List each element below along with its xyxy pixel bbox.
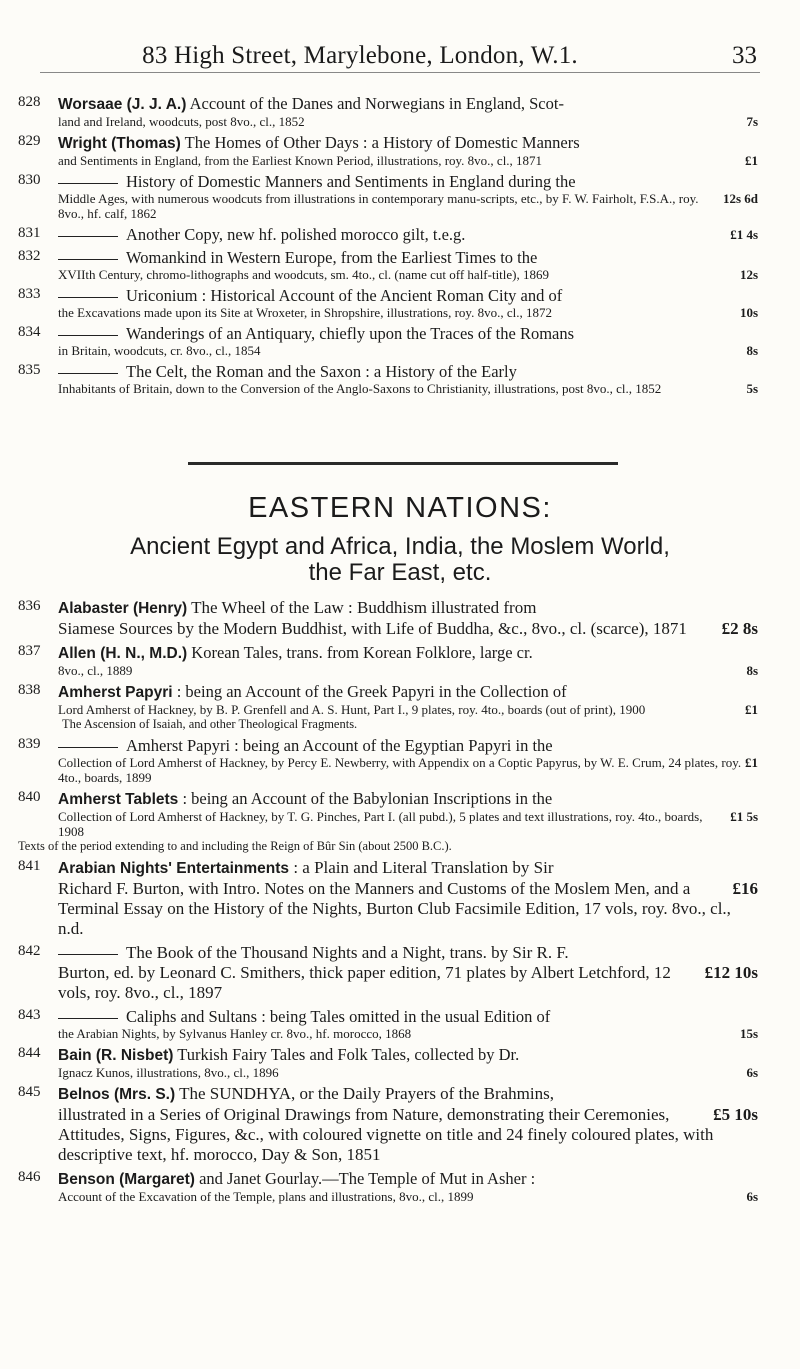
entry-title: The Wheel of the Law : Buddhism illustrated from	[191, 598, 537, 617]
entry-first-line	[58, 1045, 758, 1065]
entry-details-text: land and Ireland, woodcuts, post 8vo., cl., 1852	[58, 114, 305, 129]
entry-title: Another Copy, new hf. polished morocco gilt, t.e.g.	[126, 225, 466, 244]
entry-title: The Book of the Thousand Nights and a Night, trans. by Sir R. F.	[126, 943, 569, 962]
entry-number: 844	[18, 1045, 41, 1061]
entry-price: £2 8s	[721, 619, 758, 638]
entry-details-text: in Britain, woodcuts, cr. 8vo., cl., 1854	[58, 343, 261, 358]
section-divider	[188, 462, 618, 465]
entry-details	[58, 381, 758, 396]
entry-price: £1	[745, 153, 758, 168]
ditto-dash	[58, 183, 118, 184]
entry-author: Amherst Tablets	[58, 791, 179, 808]
entry-note: The Ascension of Isaiah, and other Theological Fragments.	[62, 717, 358, 731]
entry-price: £1 4s	[730, 227, 758, 242]
entry-number: 846	[18, 1169, 41, 1185]
entry-details-text: Collection of Lord Amherst of Hackney, by Percy E. Newberry, with Appendix on a Coptic Papyrus, by W. E. Crum, 24 plates, roy. 4to., boards, 1899	[58, 755, 742, 785]
section-subtitle-line1: Ancient Egypt and Africa, India, the Moslem World,	[130, 533, 670, 560]
catalogue-entry	[0, 324, 800, 358]
entry-author: Arabian Nights' Entertainments	[58, 860, 290, 877]
entry-first-line	[58, 324, 758, 343]
entry-note: Texts of the period extending to and including the Reign of Bûr Sin (about 2500 B.C.).	[18, 839, 452, 853]
entry-details-text: Siamese Sources by the Modern Buddhist, with Life of Buddha, &c., 8vo., cl. (scarce), 1871	[58, 619, 687, 638]
catalogue-entry	[0, 225, 800, 244]
section-subtitle-line2: the Far East, etc.	[308, 559, 492, 586]
entry-title: Amherst Papyri : being an Account of the Egyptian Papyri in the	[126, 736, 553, 755]
entry-first-line	[58, 1169, 758, 1189]
entry-price: 6s	[746, 1065, 758, 1080]
entry-title: : being an Account of the Greek Papyri in the Collection of	[176, 682, 567, 701]
entry-number: 833	[18, 286, 41, 302]
catalogue-entry	[0, 286, 800, 320]
entry-details	[58, 343, 758, 358]
entry-details	[58, 663, 758, 678]
page-header	[0, 0, 800, 75]
page-header-title: 83 High Street, Marylebone, London, W.1.	[142, 42, 578, 69]
entry-details	[58, 305, 758, 320]
entry-price: 6s	[746, 1189, 758, 1204]
catalogue-entry	[0, 1169, 800, 1204]
ditto-dash	[58, 236, 118, 237]
entry-title: Turkish Fairy Tales and Folk Tales, collected by Dr.	[177, 1045, 520, 1064]
entry-number: 828	[18, 94, 41, 110]
entry-price: £16	[732, 879, 758, 898]
entry-details-text: Inhabitants of Britain, down to the Conversion of the Anglo-Saxons to Christianity, illustrations, post 8vo., cl., 1852	[58, 381, 662, 396]
entry-author: Allen (H. N., M.D.)	[58, 645, 188, 662]
entry-details-text: Account of the Excavation of the Temple, plans and illustrations, 8vo., cl., 1899	[58, 1189, 474, 1204]
entry-number: 835	[18, 362, 41, 378]
entry-details	[58, 755, 758, 785]
entry-number: 841	[18, 858, 41, 874]
catalogue-entry	[0, 598, 800, 639]
entry-number: 831	[18, 225, 41, 241]
entry-first-line	[58, 598, 758, 619]
entry-details-text: Burton, ed. by Leonard C. Smithers, thick paper edition, 71 plates by Albert Letchford, 12 vols, roy. 8vo., cl., 1897	[58, 963, 671, 1002]
catalogue-entry	[0, 1007, 800, 1041]
catalogue-entry	[0, 1045, 800, 1080]
entry-price: 12s	[739, 267, 758, 282]
entry-price: 5s	[746, 381, 758, 396]
entry-number: 834	[18, 324, 41, 340]
entry-title: and Janet Gourlay.—The Temple of Mut in Asher :	[199, 1169, 536, 1188]
entry-title: The Celt, the Roman and the Saxon : a History of the Early	[126, 362, 517, 381]
entry-number: 839	[18, 736, 41, 752]
entry-details	[58, 1026, 758, 1041]
entry-details-text: Ignacz Kunos, illustrations, 8vo., cl., 1896	[58, 1065, 279, 1080]
entry-details	[58, 153, 758, 168]
catalogue-entry	[0, 133, 800, 168]
catalogue-entry	[0, 172, 800, 221]
entry-author: Benson (Margaret)	[58, 1171, 195, 1188]
bottom-entry-list	[0, 598, 800, 1208]
entry-details	[58, 1105, 758, 1165]
entry-price: £1	[745, 702, 758, 717]
entry-details	[58, 702, 758, 717]
entry-details	[58, 114, 758, 129]
entry-first-line	[58, 362, 758, 381]
entry-first-line	[58, 943, 758, 963]
catalogue-entry	[0, 1084, 800, 1165]
entry-number: 836	[18, 598, 41, 614]
entry-number: 838	[18, 682, 41, 698]
entry-details	[58, 879, 758, 939]
entry-details	[58, 1065, 758, 1080]
entry-title: Account of the Danes and Norwegians in England, Scot-	[189, 94, 564, 113]
entry-first-line	[58, 1084, 758, 1105]
entry-title: Wanderings of an Antiquary, chiefly upon the Traces of the Romans	[126, 324, 575, 343]
ditto-dash	[58, 373, 118, 374]
entry-number: 832	[18, 248, 41, 264]
entry-details	[58, 1189, 758, 1204]
entry-details-text: and Sentiments in England, from the Earliest Known Period, illustrations, roy. 8vo., cl., 1871	[58, 153, 543, 168]
entry-title: The Homes of Other Days : a History of Domestic Manners	[184, 133, 580, 152]
ditto-dash	[58, 297, 118, 298]
catalogue-entry	[0, 682, 800, 732]
entry-first-line	[58, 643, 758, 663]
entry-title: The SUNDHYA, or the Daily Prayers of the Brahmins,	[179, 1084, 554, 1103]
entry-price: £12 10s	[704, 963, 758, 982]
entry-first-line	[58, 133, 758, 153]
entry-details	[58, 267, 758, 282]
catalogue-entry	[0, 736, 800, 785]
entry-first-line	[58, 682, 758, 702]
entry-author: Amherst Papyri	[58, 684, 173, 701]
ditto-dash	[58, 335, 118, 336]
entry-details	[58, 963, 758, 1003]
entry-first-line	[58, 286, 758, 305]
ditto-dash	[58, 954, 118, 955]
entry-price: 12s 6d	[722, 191, 758, 206]
entry-details-text: the Excavations made upon its Site at Wroxeter, in Shropshire, illustrations, roy. 8vo., cl., 1872	[58, 305, 552, 320]
entry-price: 7s	[746, 114, 758, 129]
entry-first-line	[58, 1007, 758, 1026]
entry-first-line	[58, 858, 758, 879]
entry-first-line	[58, 94, 758, 114]
page-number: 33	[732, 42, 757, 69]
catalogue-entry	[0, 94, 800, 129]
catalogue-entry	[0, 858, 800, 939]
entry-title: History of Domestic Manners and Sentiments in England during the	[126, 172, 576, 191]
entry-number: 829	[18, 133, 41, 149]
entry-title: Uriconium : Historical Account of the Ancient Roman City and of	[126, 286, 563, 305]
catalogue-entry	[0, 789, 800, 854]
entry-details-text: XVIIth Century, chromo-lithographs and woodcuts, sm. 4to., cl. (name cut off half-title), 1869	[58, 267, 550, 282]
entry-title: : a Plain and Literal Translation by Sir	[293, 858, 554, 877]
entry-author: Bain (R. Nisbet)	[58, 1047, 174, 1064]
catalogue-entry	[0, 362, 800, 396]
entry-title: Womankind in Western Europe, from the Earliest Times to the	[126, 248, 538, 267]
entry-price: 8s	[746, 343, 758, 358]
section-subtitle	[0, 534, 800, 586]
entry-details-text: Collection of Lord Amherst of Hackney, by T. G. Pinches, Part I. (all pubd.), 5 plates and text illustrations, roy. 4to., boards, 1908	[58, 809, 703, 839]
entry-author: Alabaster (Henry)	[58, 600, 188, 617]
entry-price: £1 5s	[730, 809, 758, 824]
entry-first-line	[58, 248, 758, 267]
entry-author: Wright (Thomas)	[58, 135, 181, 152]
ditto-dash	[58, 747, 118, 748]
entry-number: 840	[18, 789, 41, 805]
entry-details	[58, 191, 758, 221]
entry-details-text: Richard F. Burton, with Intro. Notes on the Manners and Customs of the Moslem Men, and a Terminal Essay on the History of the Nights, Burton Club Facsimile Edition, 17 vols, roy. 8vo., cl., n.d.	[58, 879, 731, 938]
header-rule	[40, 72, 760, 73]
entry-details-text: the Arabian Nights, by Sylvanus Hanley cr. 8vo., hf. morocco, 1868	[58, 1026, 412, 1041]
entry-number: 842	[18, 943, 41, 959]
top-entry-list	[0, 94, 800, 400]
entry-author: Belnos (Mrs. S.)	[58, 1086, 176, 1103]
entry-price: £1	[745, 755, 758, 770]
entry-price: 8s	[746, 663, 758, 678]
entry-title: Caliphs and Sultans : being Tales omitted in the usual Edition of	[126, 1007, 551, 1026]
section-title: EASTERN NATIONS:	[248, 492, 552, 524]
entry-details-text: illustrated in a Series of Original Drawings from Nature, demonstrating their Ceremonies, Attitudes, Signs, Figures, &c., with coloured vignette on title and 24 finely coloured plates, with descriptive text, hf. morocco, Day & Son, 1851	[58, 1105, 714, 1164]
entry-first-line	[58, 225, 758, 244]
entry-number: 837	[18, 643, 41, 659]
entry-price: 10s	[739, 305, 758, 320]
entry-title: : being an Account of the Babylonian Inscriptions in the	[182, 789, 553, 808]
entry-number: 830	[18, 172, 41, 188]
entry-price: £5 10s	[713, 1105, 758, 1124]
catalogue-entry	[0, 248, 800, 282]
entry-number: 845	[18, 1084, 41, 1100]
entry-price: 15s	[739, 1026, 758, 1041]
entry-details-text: 8vo., cl., 1889	[58, 663, 133, 678]
entry-details	[58, 809, 758, 839]
entry-first-line	[58, 172, 758, 191]
ditto-dash	[58, 1018, 118, 1019]
catalogue-entry	[0, 943, 800, 1003]
entry-details-text: Middle Ages, with numerous woodcuts from illustrations in contemporary manu-scripts, etc., by F. W. Fairholt, F.S.A., roy. 8vo., hf. calf, 1862	[58, 191, 699, 221]
entry-author: Worsaae (J. J. A.)	[58, 96, 187, 113]
entry-details	[58, 619, 758, 639]
entry-details-text: Lord Amherst of Hackney, by B. P. Grenfell and A. S. Hunt, Part I., 9 plates, roy. 4to., boards (out of print), 1900	[58, 702, 646, 717]
entry-title: Korean Tales, trans. from Korean Folklore, large cr.	[191, 643, 533, 662]
entry-number: 843	[18, 1007, 41, 1023]
entry-first-line	[58, 789, 758, 809]
entry-first-line	[58, 736, 758, 755]
ditto-dash	[58, 259, 118, 260]
catalogue-entry	[0, 643, 800, 678]
